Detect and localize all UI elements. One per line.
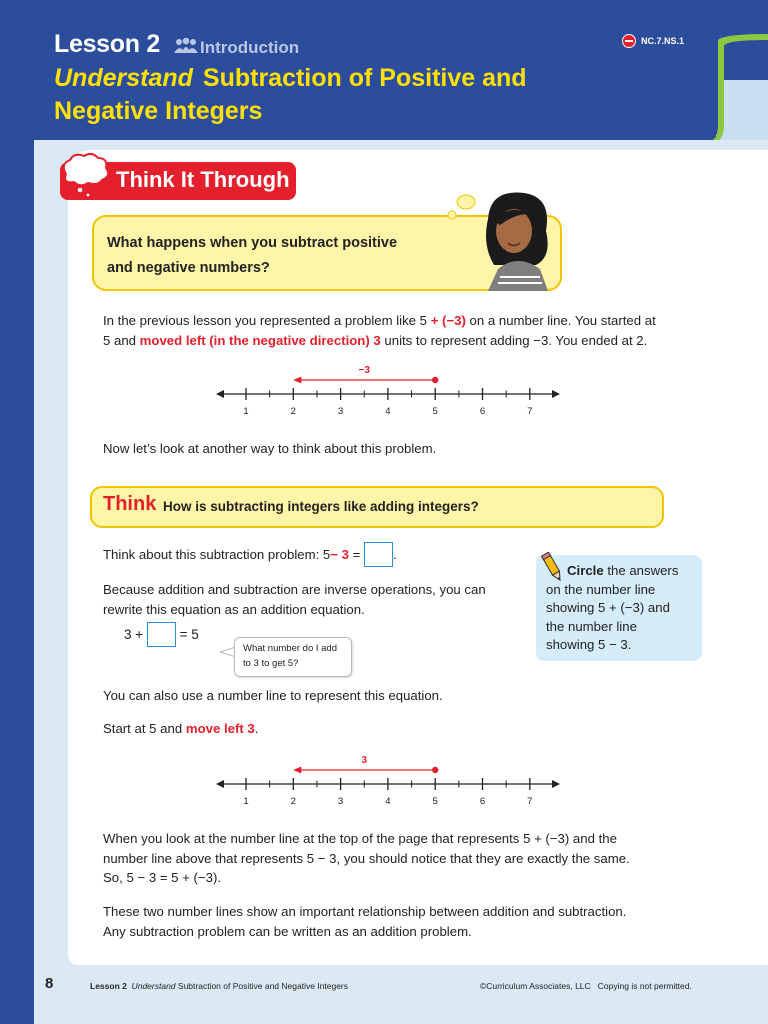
- inverse-line-2: rewrite this equation as an addition equation.: [103, 601, 365, 617]
- answer-box-2[interactable]: [147, 622, 176, 647]
- text: In the previous lesson you represented a problem like 5: [103, 313, 431, 328]
- addition-equation: [124, 622, 199, 647]
- tick-label: 4: [385, 406, 391, 417]
- tick-label: 5: [432, 796, 438, 807]
- tick-label: 1: [243, 796, 249, 807]
- conclusion-paragraph: [103, 829, 703, 888]
- intro-paragraph: [103, 311, 693, 350]
- intro-line-1: [103, 311, 693, 331]
- text: the answers: [603, 563, 679, 578]
- text: Start at 5 and: [103, 721, 186, 736]
- callout-line-5: showing 5 − 3.: [546, 637, 632, 652]
- number-line-2: [212, 750, 572, 812]
- start-point: [432, 767, 438, 773]
- tick-label: 2: [290, 796, 296, 807]
- callout-line-4: the number line: [546, 618, 637, 634]
- footer-lesson-label: Lesson 2: [90, 981, 127, 991]
- answer-box-1[interactable]: [364, 542, 393, 567]
- text: =: [348, 546, 364, 562]
- also-line: You can also use a number line to represent this equation.: [103, 688, 443, 703]
- right-arrowhead: [552, 780, 560, 788]
- number-line-1: [212, 360, 572, 422]
- relationship-line-2: Any subtraction problem can be written as an addition problem.: [103, 923, 472, 939]
- thought-cloud-icon: [58, 152, 114, 198]
- red-phrase: move left 3: [185, 721, 255, 736]
- start-line: [103, 719, 258, 739]
- footer-copyright: [480, 981, 692, 991]
- standard-code: [622, 34, 684, 48]
- tick-label: 6: [479, 796, 486, 807]
- text: .: [392, 546, 397, 562]
- tick-label: 2: [290, 406, 296, 417]
- text: units to represent adding −3. You ended at 2.: [380, 332, 648, 348]
- think-label: Think: [103, 493, 157, 515]
- red-phrase: moved left (in the negative direction) 3: [139, 332, 381, 348]
- conclusion-line-3: So, 5 − 3 = 5 + (−3).: [103, 870, 222, 885]
- tick-label: 6: [479, 406, 486, 417]
- group-people-icon: [174, 37, 198, 55]
- callout-text: [546, 562, 696, 655]
- red-expression: − 3: [330, 546, 349, 562]
- tick-label: 3: [337, 796, 344, 807]
- text: on a number line. You started at: [465, 313, 656, 328]
- inverse-line-1: Because addition and subtraction are inverse operations, you can: [103, 582, 486, 597]
- left-arrowhead: [216, 780, 224, 788]
- move-arrowhead: [293, 767, 301, 774]
- right-arrowhead: [552, 390, 560, 398]
- footer-title-italic: Understand: [131, 981, 176, 991]
- question-line-1: What happens when you subtract positive: [107, 235, 398, 251]
- lesson-label: Lesson 2: [54, 30, 160, 58]
- hint-line-2: to 3 to get 5?: [243, 658, 299, 669]
- callout-bold: Circle: [567, 563, 604, 578]
- move-arrowhead: [293, 377, 301, 384]
- tick-label: 7: [527, 406, 533, 417]
- tick-label: 7: [527, 796, 533, 807]
- footer-band: [34, 968, 768, 1024]
- student-illustration: [440, 185, 560, 291]
- text: Think about this subtraction problem: 5: [103, 546, 331, 562]
- hint-bubble: [234, 637, 352, 677]
- tick-label: 3: [337, 406, 344, 417]
- subtraction-problem: [103, 542, 397, 567]
- think-question: How is subtracting integers like adding integers?: [163, 499, 479, 514]
- hint-line-1: What number do I add: [243, 643, 337, 654]
- question-text: [107, 231, 467, 281]
- callout-line-2: on the number line: [546, 581, 656, 597]
- footer-lesson: [90, 981, 348, 991]
- intro-line-2: [103, 331, 693, 351]
- conclusion-line-1: When you look at the number line at the top of the page that represents 5 + (−3) and the: [103, 831, 617, 846]
- arrow-label: 3: [361, 755, 368, 766]
- page-number: 8: [45, 975, 54, 992]
- title-italic: Understand: [54, 64, 193, 92]
- question-line-2: and negative numbers?: [107, 260, 270, 276]
- page-title-line2: Negative Integers: [54, 97, 263, 125]
- text: .: [254, 721, 259, 736]
- conclusion-line-2: number line above that represents 5 − 3, you should notice that they are exactly the same.: [103, 850, 630, 866]
- standard-text: NC.7.NS.1: [641, 36, 685, 46]
- relationship-line-1: These two number lines show an important relationship between addition and subtraction.: [103, 904, 627, 919]
- copy-notice: Copying is not permitted.: [597, 981, 692, 991]
- standard-icon: [622, 34, 636, 48]
- left-arrowhead: [216, 390, 224, 398]
- inverse-paragraph: [103, 580, 523, 619]
- copyright-text: ©Curriculum Associates, LLC: [480, 981, 591, 991]
- equation-left: 3 +: [124, 627, 147, 642]
- start-point: [432, 377, 438, 383]
- section-label: Introduction: [200, 38, 300, 57]
- relationship-paragraph: [103, 902, 703, 941]
- footer-title-rest: Subtraction of Positive and Negative Integers: [175, 981, 349, 991]
- arrow-label: −3: [358, 365, 370, 376]
- tick-label: 4: [385, 796, 391, 807]
- title-rest: Subtraction of Positive and: [202, 64, 527, 92]
- transition-line: Now let’s look at another way to think about this problem.: [103, 441, 437, 456]
- page-title: [54, 64, 527, 93]
- equation-right: = 5: [175, 627, 199, 642]
- callout-line-3: showing 5 + (−3) and: [546, 600, 670, 615]
- tick-label: 1: [243, 406, 249, 417]
- text: 5 and: [103, 332, 140, 348]
- badge-label: Think It Through: [116, 167, 290, 192]
- tick-label: 5: [432, 406, 438, 417]
- red-expression: + (−3): [430, 313, 466, 328]
